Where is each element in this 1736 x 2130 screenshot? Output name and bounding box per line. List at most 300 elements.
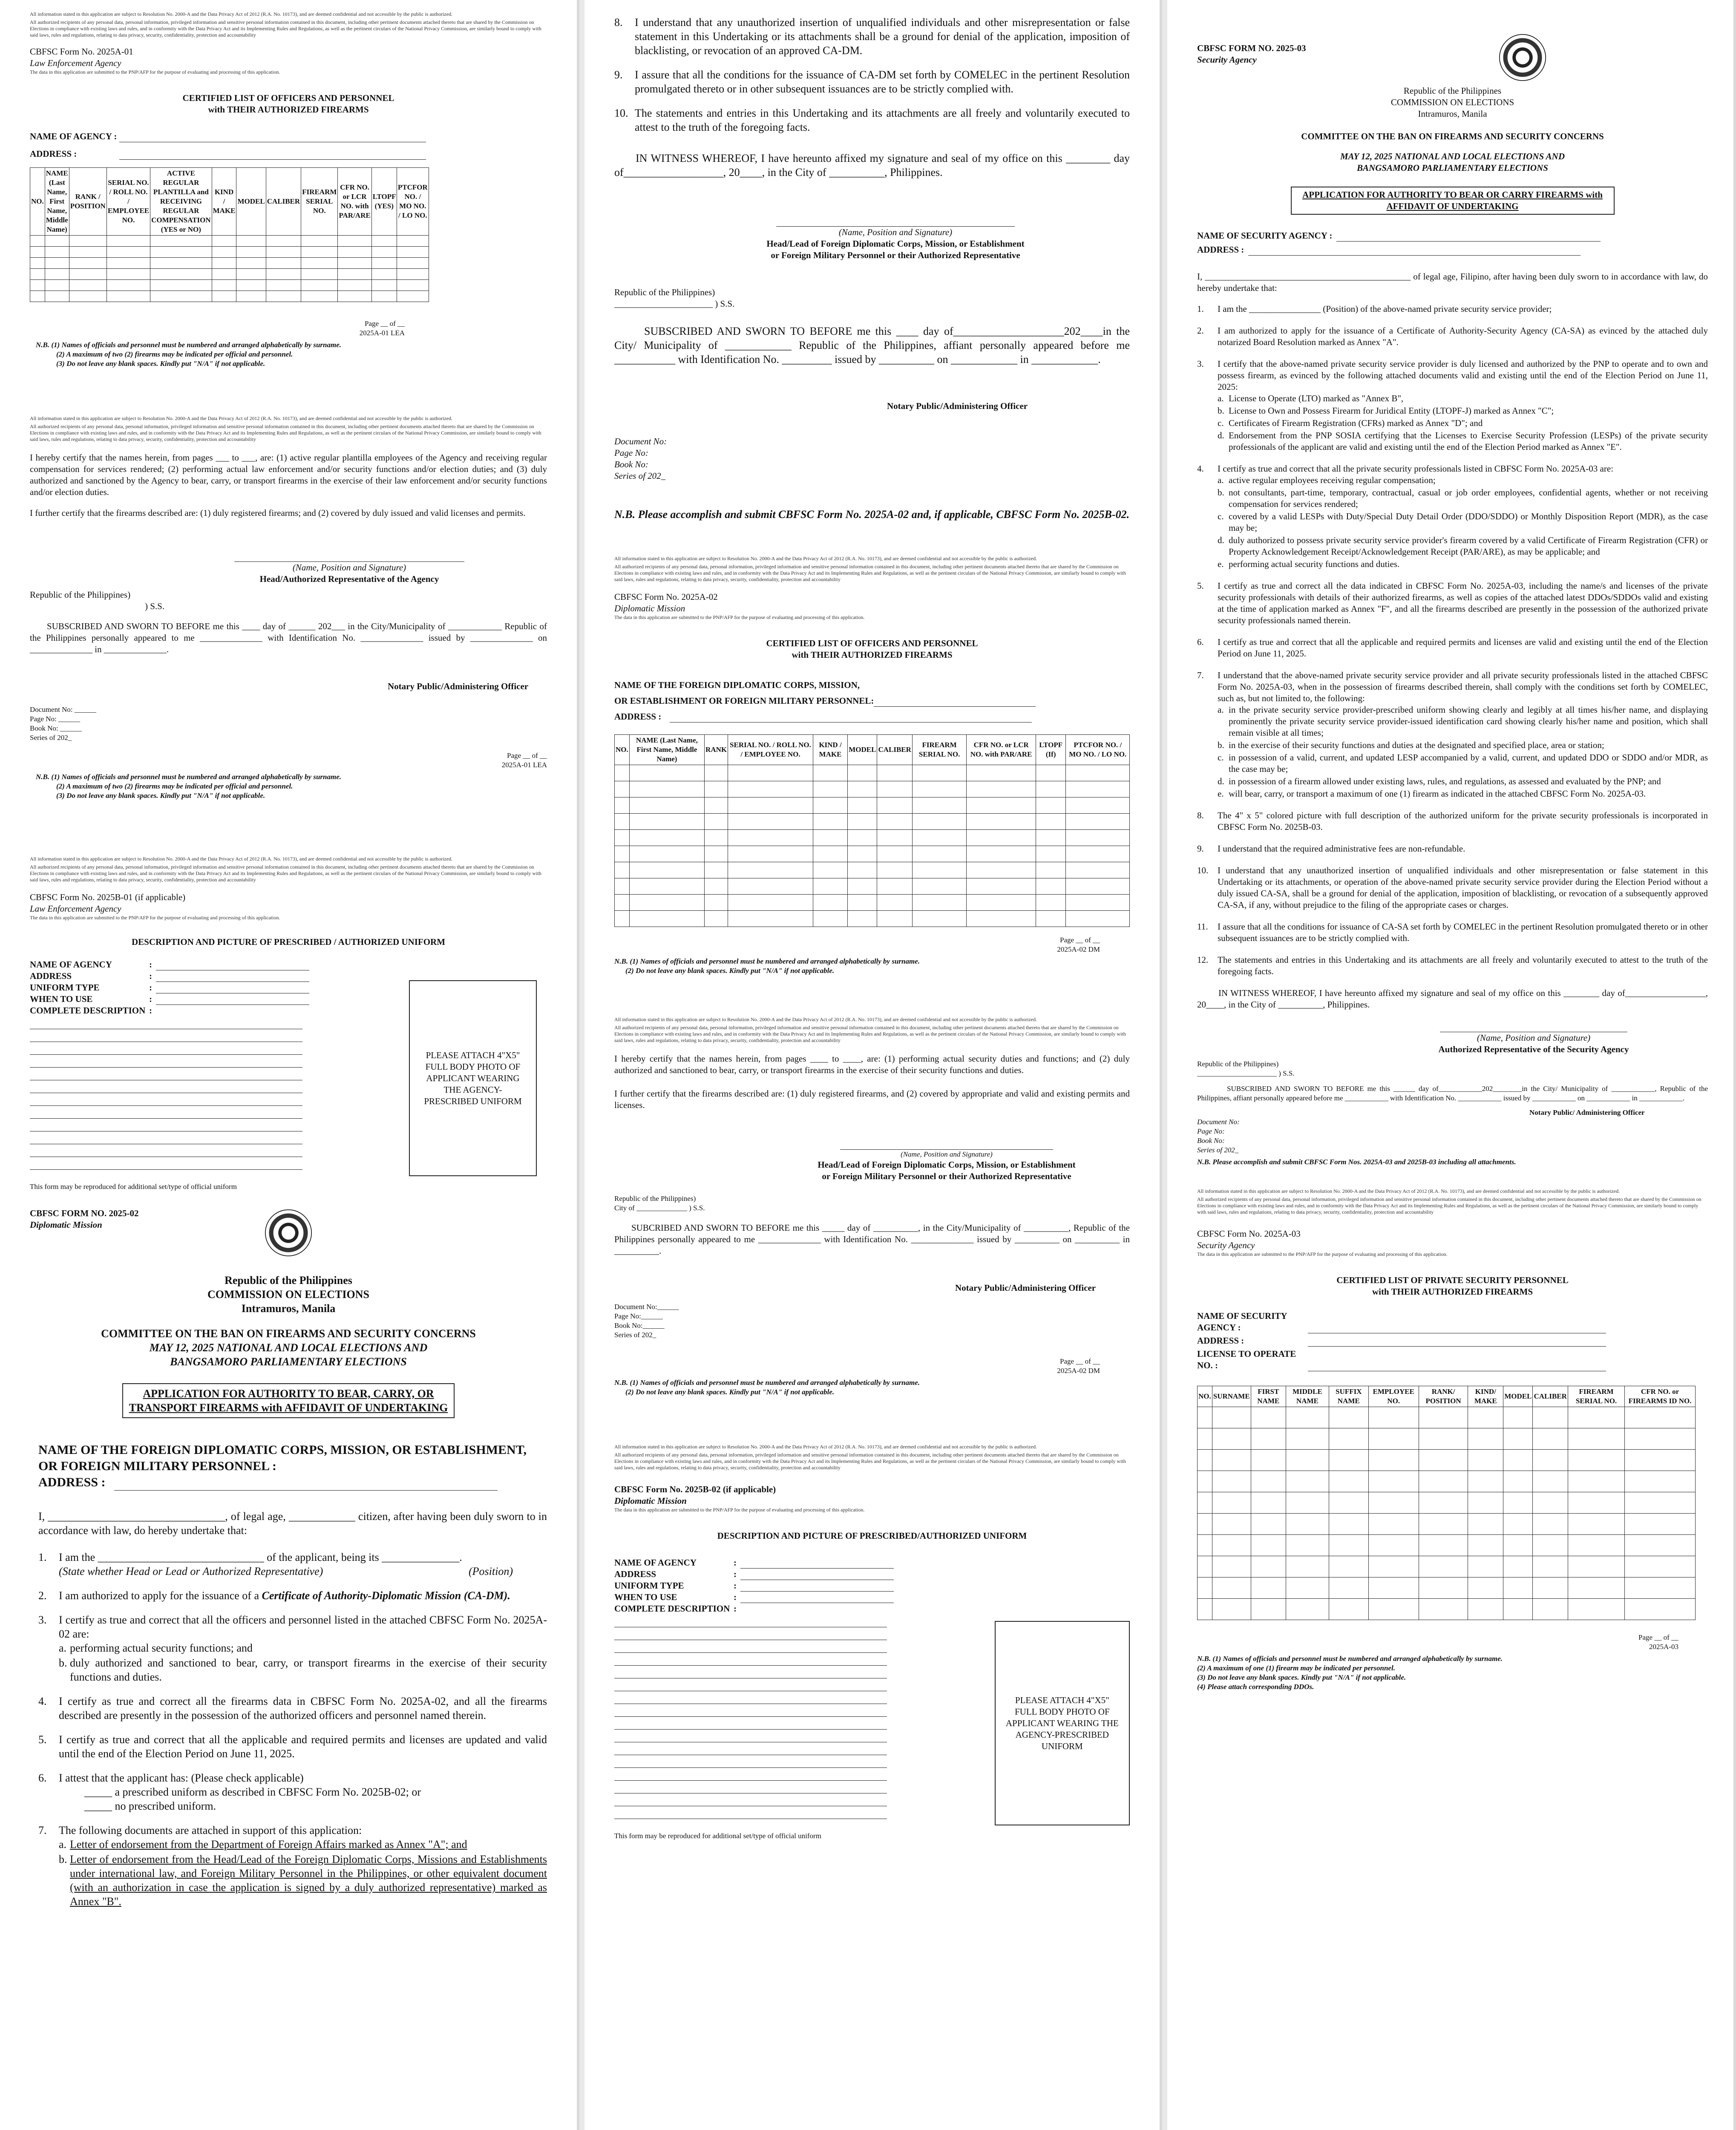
table-cell[interactable]: [1036, 765, 1066, 781]
table-cell[interactable]: [266, 280, 301, 291]
table-cell[interactable]: [877, 862, 912, 878]
table-cell[interactable]: [1286, 1577, 1329, 1599]
table-cell[interactable]: [1533, 1514, 1568, 1535]
table-cell[interactable]: [69, 236, 107, 247]
license-field[interactable]: [1308, 1362, 1606, 1371]
table-cell[interactable]: [1212, 1535, 1251, 1556]
table-cell[interactable]: [705, 862, 728, 878]
table-cell[interactable]: [338, 247, 371, 258]
table-cell[interactable]: [1198, 1535, 1212, 1556]
table-cell[interactable]: [266, 258, 301, 269]
table-cell[interactable]: [1066, 781, 1130, 797]
table-cell[interactable]: [107, 269, 150, 280]
table-cell[interactable]: [1468, 1492, 1503, 1514]
table-cell[interactable]: [615, 765, 630, 781]
table-cell[interactable]: [967, 878, 1036, 895]
table-cell[interactable]: [1198, 1514, 1212, 1535]
table-cell[interactable]: [1503, 1407, 1533, 1428]
table-cell[interactable]: [1368, 1428, 1419, 1450]
table-cell[interactable]: [1568, 1492, 1624, 1514]
table-cell[interactable]: [912, 878, 966, 895]
description-line[interactable]: [614, 1652, 887, 1653]
table-cell[interactable]: [150, 247, 212, 258]
table-cell[interactable]: [1066, 814, 1130, 830]
table-cell[interactable]: [1368, 1556, 1419, 1577]
table-cell[interactable]: [1419, 1556, 1468, 1577]
table-cell[interactable]: [877, 846, 912, 862]
table-cell[interactable]: [1568, 1577, 1624, 1599]
table-cell[interactable]: [967, 862, 1036, 878]
description-line[interactable]: [614, 1665, 887, 1666]
table-cell[interactable]: [629, 797, 704, 814]
table-cell[interactable]: [629, 830, 704, 846]
description-line[interactable]: [30, 1118, 302, 1119]
table-cell[interactable]: [1503, 1556, 1533, 1577]
uniform-field-input[interactable]: [740, 1572, 894, 1580]
table-cell[interactable]: [877, 878, 912, 895]
table-cell[interactable]: [1419, 1599, 1468, 1620]
table-cell[interactable]: [371, 280, 397, 291]
table-cell[interactable]: [1251, 1492, 1286, 1514]
description-line[interactable]: [30, 1054, 302, 1055]
table-cell[interactable]: [1036, 781, 1066, 797]
table-cell[interactable]: [1625, 1407, 1696, 1428]
table-cell[interactable]: [1036, 862, 1066, 878]
address-field[interactable]: [670, 713, 1032, 722]
table-cell[interactable]: [912, 797, 966, 814]
table-cell[interactable]: [150, 269, 212, 280]
table-cell[interactable]: [1625, 1599, 1696, 1620]
table-cell[interactable]: [629, 862, 704, 878]
table-cell[interactable]: [212, 236, 236, 247]
table-cell[interactable]: [107, 236, 150, 247]
table-cell[interactable]: [615, 862, 630, 878]
table-cell[interactable]: [728, 862, 813, 878]
table-cell[interactable]: [1212, 1428, 1251, 1450]
table-cell[interactable]: [1066, 911, 1130, 927]
table-cell[interactable]: [728, 895, 813, 911]
table-cell[interactable]: [1329, 1514, 1368, 1535]
table-cell[interactable]: [1251, 1407, 1286, 1428]
table-cell[interactable]: [848, 765, 877, 781]
table-cell[interactable]: [301, 236, 338, 247]
table-cell[interactable]: [1198, 1450, 1212, 1471]
table-cell[interactable]: [266, 247, 301, 258]
table-cell[interactable]: [236, 269, 266, 280]
table-cell[interactable]: [150, 280, 212, 291]
table-cell[interactable]: [1286, 1492, 1329, 1514]
table-cell[interactable]: [1625, 1450, 1696, 1471]
table-cell[interactable]: [1533, 1535, 1568, 1556]
table-cell[interactable]: [629, 846, 704, 862]
table-cell[interactable]: [371, 236, 397, 247]
table-cell[interactable]: [266, 269, 301, 280]
table-cell[interactable]: [236, 236, 266, 247]
table-cell[interactable]: [212, 258, 236, 269]
table-cell[interactable]: [1419, 1514, 1468, 1535]
table-cell[interactable]: [813, 846, 847, 862]
table-cell[interactable]: [1625, 1514, 1696, 1535]
description-line[interactable]: [30, 1169, 302, 1170]
table-cell[interactable]: [705, 878, 728, 895]
table-cell[interactable]: [1468, 1471, 1503, 1492]
table-cell[interactable]: [1419, 1577, 1468, 1599]
table-cell[interactable]: [1251, 1471, 1286, 1492]
table-cell[interactable]: [848, 830, 877, 846]
table-cell[interactable]: [848, 781, 877, 797]
table-cell[interactable]: [1066, 878, 1130, 895]
table-cell[interactable]: [1625, 1577, 1696, 1599]
table-cell[interactable]: [728, 911, 813, 927]
table-cell[interactable]: [1419, 1450, 1468, 1471]
table-cell[interactable]: [1286, 1450, 1329, 1471]
table-cell[interactable]: [1066, 846, 1130, 862]
table-cell[interactable]: [1036, 797, 1066, 814]
table-cell[interactable]: [1198, 1577, 1212, 1599]
table-cell[interactable]: [1468, 1428, 1503, 1450]
table-cell[interactable]: [1533, 1577, 1568, 1599]
table-cell[interactable]: [1251, 1599, 1286, 1620]
table-cell[interactable]: [1212, 1577, 1251, 1599]
table-cell[interactable]: [967, 895, 1036, 911]
table-cell[interactable]: [1468, 1556, 1503, 1577]
table-cell[interactable]: [107, 247, 150, 258]
table-cell[interactable]: [1212, 1599, 1251, 1620]
table-cell[interactable]: [1368, 1599, 1419, 1620]
table-cell[interactable]: [1625, 1428, 1696, 1450]
table-cell[interactable]: [813, 862, 847, 878]
table-cell[interactable]: [1368, 1407, 1419, 1428]
table-cell[interactable]: [813, 911, 847, 927]
table-cell[interactable]: [629, 878, 704, 895]
table-cell[interactable]: [1503, 1577, 1533, 1599]
table-cell[interactable]: [301, 291, 338, 302]
table-cell[interactable]: [615, 830, 630, 846]
table-cell[interactable]: [150, 258, 212, 269]
table-cell[interactable]: [69, 258, 107, 269]
table-cell[interactable]: [1533, 1492, 1568, 1514]
table-cell[interactable]: [813, 781, 847, 797]
table-cell[interactable]: [912, 846, 966, 862]
table-cell[interactable]: [615, 781, 630, 797]
table-cell[interactable]: [1503, 1450, 1533, 1471]
table-cell[interactable]: [45, 258, 69, 269]
table-cell[interactable]: [728, 846, 813, 862]
table-cell[interactable]: [338, 258, 371, 269]
table-cell[interactable]: [45, 291, 69, 302]
table-cell[interactable]: [338, 291, 371, 302]
table-cell[interactable]: [30, 258, 45, 269]
table-cell[interactable]: [705, 797, 728, 814]
table-cell[interactable]: [1251, 1577, 1286, 1599]
table-cell[interactable]: [912, 830, 966, 846]
photo-placeholder[interactable]: [995, 1621, 1130, 1825]
table-cell[interactable]: [150, 291, 212, 302]
table-cell[interactable]: [301, 280, 338, 291]
table-cell[interactable]: [877, 911, 912, 927]
table-cell[interactable]: [371, 269, 397, 280]
table-cell[interactable]: [1036, 878, 1066, 895]
table-cell[interactable]: [1198, 1471, 1212, 1492]
table-cell[interactable]: [1286, 1599, 1329, 1620]
table-cell[interactable]: [1036, 911, 1066, 927]
table-cell[interactable]: [1419, 1471, 1468, 1492]
table-cell[interactable]: [1329, 1599, 1368, 1620]
table-cell[interactable]: [705, 895, 728, 911]
uniform-field-input[interactable]: [740, 1595, 894, 1603]
address-field[interactable]: [119, 150, 426, 160]
table-cell[interactable]: [848, 895, 877, 911]
table-cell[interactable]: [1468, 1599, 1503, 1620]
table-cell[interactable]: [1212, 1492, 1251, 1514]
table-cell[interactable]: [1329, 1556, 1368, 1577]
table-cell[interactable]: [212, 269, 236, 280]
description-line[interactable]: [614, 1729, 887, 1730]
table-cell[interactable]: [301, 258, 338, 269]
table-cell[interactable]: [705, 781, 728, 797]
table-cell[interactable]: [397, 269, 429, 280]
table-cell[interactable]: [728, 765, 813, 781]
table-cell[interactable]: [397, 236, 429, 247]
address-field[interactable]: [1308, 1337, 1606, 1347]
table-cell[interactable]: [967, 814, 1036, 830]
table-cell[interactable]: [1468, 1450, 1503, 1471]
table-cell[interactable]: [705, 830, 728, 846]
table-cell[interactable]: [1212, 1556, 1251, 1577]
table-cell[interactable]: [45, 280, 69, 291]
table-cell[interactable]: [967, 911, 1036, 927]
table-cell[interactable]: [1329, 1407, 1368, 1428]
table-cell[interactable]: [705, 846, 728, 862]
table-cell[interactable]: [629, 781, 704, 797]
table-cell[interactable]: [813, 830, 847, 846]
table-cell[interactable]: [1368, 1535, 1419, 1556]
table-cell[interactable]: [1568, 1514, 1624, 1535]
table-cell[interactable]: [1533, 1471, 1568, 1492]
table-cell[interactable]: [1368, 1450, 1419, 1471]
table-cell[interactable]: [1329, 1492, 1368, 1514]
table-cell[interactable]: [877, 814, 912, 830]
table-cell[interactable]: [1329, 1428, 1368, 1450]
address-field[interactable]: [1248, 246, 1581, 256]
table-cell[interactable]: [728, 814, 813, 830]
table-cell[interactable]: [1286, 1428, 1329, 1450]
table-cell[interactable]: [1533, 1599, 1568, 1620]
table-cell[interactable]: [1419, 1407, 1468, 1428]
table-cell[interactable]: [150, 236, 212, 247]
table-cell[interactable]: [967, 765, 1036, 781]
table-cell[interactable]: [1212, 1514, 1251, 1535]
table-cell[interactable]: [301, 247, 338, 258]
table-cell[interactable]: [1036, 846, 1066, 862]
uniform-field-input[interactable]: [156, 973, 309, 982]
table-cell[interactable]: [1533, 1428, 1568, 1450]
table-cell[interactable]: [848, 814, 877, 830]
table-cell[interactable]: [1251, 1514, 1286, 1535]
uniform-field-input[interactable]: [156, 962, 309, 970]
table-cell[interactable]: [236, 280, 266, 291]
table-cell[interactable]: [912, 765, 966, 781]
security-agency-field[interactable]: [1336, 232, 1601, 242]
table-cell[interactable]: [877, 781, 912, 797]
table-cell[interactable]: [1568, 1428, 1624, 1450]
table-cell[interactable]: [107, 258, 150, 269]
table-cell[interactable]: [1329, 1450, 1368, 1471]
table-cell[interactable]: [1503, 1428, 1533, 1450]
table-cell[interactable]: [30, 269, 45, 280]
table-cell[interactable]: [107, 280, 150, 291]
table-cell[interactable]: [212, 280, 236, 291]
table-cell[interactable]: [1066, 895, 1130, 911]
table-cell[interactable]: [107, 291, 150, 302]
table-cell[interactable]: [236, 247, 266, 258]
agency-name-field[interactable]: [119, 133, 426, 142]
table-cell[interactable]: [705, 911, 728, 927]
table-cell[interactable]: [1286, 1407, 1329, 1428]
table-cell[interactable]: [877, 797, 912, 814]
table-cell[interactable]: [615, 878, 630, 895]
checkbox-option-no-uniform[interactable]: _____ no prescribed uniform.: [84, 1800, 216, 1812]
table-cell[interactable]: [615, 911, 630, 927]
table-cell[interactable]: [877, 895, 912, 911]
table-cell[interactable]: [629, 895, 704, 911]
table-cell[interactable]: [967, 781, 1036, 797]
table-cell[interactable]: [1368, 1492, 1419, 1514]
table-cell[interactable]: [397, 247, 429, 258]
table-cell[interactable]: [1368, 1514, 1419, 1535]
table-cell[interactable]: [1503, 1492, 1533, 1514]
table-cell[interactable]: [848, 862, 877, 878]
table-cell[interactable]: [1198, 1492, 1212, 1514]
table-cell[interactable]: [1212, 1471, 1251, 1492]
table-cell[interactable]: [1036, 830, 1066, 846]
table-cell[interactable]: [1625, 1492, 1696, 1514]
table-cell[interactable]: [1286, 1535, 1329, 1556]
table-cell[interactable]: [877, 830, 912, 846]
table-cell[interactable]: [848, 911, 877, 927]
table-cell[interactable]: [1568, 1556, 1624, 1577]
table-cell[interactable]: [397, 280, 429, 291]
table-cell[interactable]: [371, 291, 397, 302]
table-cell[interactable]: [212, 291, 236, 302]
table-cell[interactable]: [371, 247, 397, 258]
table-cell[interactable]: [813, 797, 847, 814]
table-cell[interactable]: [728, 878, 813, 895]
table-cell[interactable]: [967, 797, 1036, 814]
table-cell[interactable]: [212, 247, 236, 258]
table-cell[interactable]: [728, 797, 813, 814]
table-cell[interactable]: [1503, 1471, 1533, 1492]
table-cell[interactable]: [338, 236, 371, 247]
table-cell[interactable]: [1212, 1407, 1251, 1428]
table-cell[interactable]: [1368, 1471, 1419, 1492]
table-cell[interactable]: [236, 291, 266, 302]
table-cell[interactable]: [1329, 1471, 1368, 1492]
table-cell[interactable]: [30, 236, 45, 247]
uniform-field-input[interactable]: [740, 1560, 894, 1569]
table-cell[interactable]: [1468, 1535, 1503, 1556]
table-cell[interactable]: [877, 765, 912, 781]
table-cell[interactable]: [705, 765, 728, 781]
table-cell[interactable]: [1568, 1535, 1624, 1556]
table-cell[interactable]: [967, 830, 1036, 846]
table-cell[interactable]: [1533, 1450, 1568, 1471]
table-cell[interactable]: [1329, 1535, 1368, 1556]
table-cell[interactable]: [1066, 862, 1130, 878]
table-cell[interactable]: [1251, 1428, 1286, 1450]
table-cell[interactable]: [1568, 1407, 1624, 1428]
table-cell[interactable]: [912, 862, 966, 878]
description-line[interactable]: [614, 1780, 887, 1781]
photo-placeholder[interactable]: [409, 980, 537, 1176]
table-cell[interactable]: [848, 846, 877, 862]
table-cell[interactable]: [615, 814, 630, 830]
table-cell[interactable]: [397, 258, 429, 269]
table-cell[interactable]: [69, 291, 107, 302]
table-cell[interactable]: [301, 269, 338, 280]
table-cell[interactable]: [1468, 1514, 1503, 1535]
uniform-field-input[interactable]: [156, 996, 309, 1005]
table-cell[interactable]: [813, 765, 847, 781]
table-cell[interactable]: [705, 814, 728, 830]
table-cell[interactable]: [1625, 1471, 1696, 1492]
table-cell[interactable]: [728, 830, 813, 846]
table-cell[interactable]: [1625, 1535, 1696, 1556]
table-cell[interactable]: [1286, 1556, 1329, 1577]
table-cell[interactable]: [45, 247, 69, 258]
table-cell[interactable]: [813, 814, 847, 830]
description-line[interactable]: [614, 1767, 887, 1768]
table-cell[interactable]: [30, 247, 45, 258]
table-cell[interactable]: [266, 236, 301, 247]
table-cell[interactable]: [1329, 1577, 1368, 1599]
table-cell[interactable]: [338, 280, 371, 291]
description-line[interactable]: [614, 1716, 887, 1717]
table-cell[interactable]: [30, 280, 45, 291]
table-cell[interactable]: [1198, 1428, 1212, 1450]
table-cell[interactable]: [728, 781, 813, 797]
table-cell[interactable]: [1066, 765, 1130, 781]
table-cell[interactable]: [1568, 1471, 1624, 1492]
table-cell[interactable]: [1533, 1407, 1568, 1428]
table-cell[interactable]: [371, 258, 397, 269]
table-cell[interactable]: [1198, 1599, 1212, 1620]
uniform-field-input[interactable]: [156, 985, 309, 993]
table-cell[interactable]: [629, 814, 704, 830]
table-cell[interactable]: [813, 878, 847, 895]
address-field[interactable]: [114, 1478, 498, 1491]
table-cell[interactable]: [1036, 895, 1066, 911]
table-cell[interactable]: [1212, 1450, 1251, 1471]
table-cell[interactable]: [1251, 1535, 1286, 1556]
table-cell[interactable]: [1625, 1556, 1696, 1577]
table-cell[interactable]: [397, 291, 429, 302]
table-cell[interactable]: [848, 797, 877, 814]
table-cell[interactable]: [1286, 1471, 1329, 1492]
checkbox-option-uniform[interactable]: _____ a prescribed uniform as described in CBFSC Form No. 2025B-02; or: [84, 1786, 421, 1798]
table-cell[interactable]: [1533, 1556, 1568, 1577]
table-cell[interactable]: [1066, 797, 1130, 814]
table-cell[interactable]: [1066, 830, 1130, 846]
table-cell[interactable]: [1503, 1535, 1533, 1556]
table-cell[interactable]: [1503, 1599, 1533, 1620]
table-cell[interactable]: [1419, 1428, 1468, 1450]
table-cell[interactable]: [1286, 1514, 1329, 1535]
uniform-field-input[interactable]: [740, 1583, 894, 1592]
table-cell[interactable]: [69, 280, 107, 291]
table-cell[interactable]: [615, 846, 630, 862]
table-cell[interactable]: [45, 269, 69, 280]
